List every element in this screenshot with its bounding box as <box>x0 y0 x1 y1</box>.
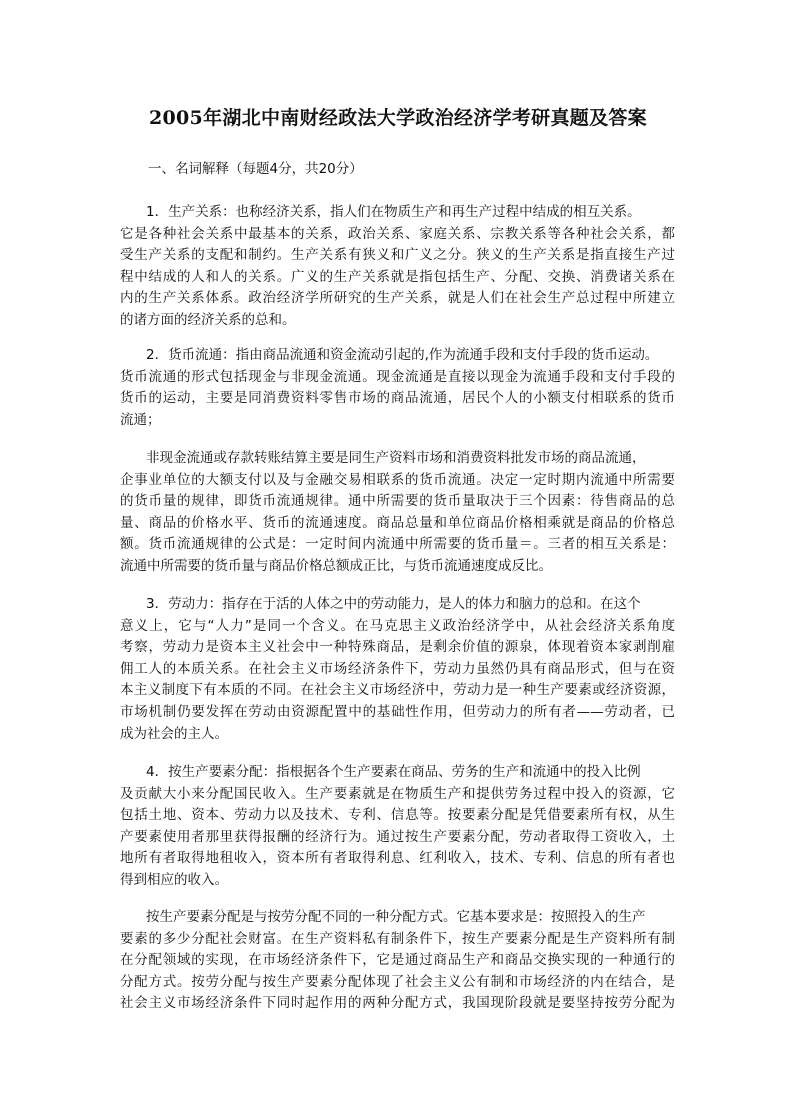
document-title: 2005年湖北中南财经政法大学政治经济学考研真题及答案 <box>149 107 647 129</box>
paragraph-line: 流通中所需要的货币量与商品价格总额成正比，与货币流通速度成反比。 <box>120 557 552 574</box>
paragraph-line: 受生产关系的支配和制约。生产关系有狭义和广义之分。狭义的生产关系是指直接生产过 <box>120 247 675 264</box>
paragraph-line: 非现金流通或存款转账结算主要是同生产资料市场和消费资料批发市场的商品流通， <box>146 450 646 466</box>
paragraph-line: 4．按生产要素分配：指根据各个生产要素在商品、劳务的生产和流通中的投入比例 <box>146 764 641 780</box>
paragraph-line: 考察，劳动力是资本主义社会中一种特殊商品，是剩余价值的源泉，体现着资本家剥削雇 <box>120 639 675 656</box>
paragraph-line: 佣工人的本质关系。在社会主义市场经济条件下，劳动力虽然仍具有商品形式，但与在资 <box>120 660 675 677</box>
paragraph-line: 意义上，它与“人力”是同一个含义。在马克思主义政治经济学中，从社会经济关系角度 <box>120 617 675 634</box>
paragraph-line: 1．生产关系：也称经济关系，指人们在物质生产和再生产过程中结成的相互关系。 <box>146 204 641 220</box>
paragraph-line: 分配方式。按劳分配与按生产要素分配体现了社会主义公有制和市场经济的内在结合，是 <box>120 973 675 990</box>
paragraph-line: 成为社会的主人。 <box>120 725 228 742</box>
paragraph-line: 的货币量的规律，即货币流通规律。通中所需要的货币量取决于三个因素：待售商品的总 <box>120 493 675 510</box>
paragraph-line: 按生产要素分配是与按劳分配不同的一种分配方式。它基本要求是：按照投入的生产 <box>146 909 646 925</box>
paragraph-line: 流通； <box>120 411 161 428</box>
paragraph-line: 它是各种社会关系中最基本的关系，政治关系、家庭关系、宗教关系等各种社会关系，都 <box>120 225 675 242</box>
paragraph-line: 货币的运动，主要是同消费资料零售市场的商品流通，居民个人的小额支付相联系的货币 <box>120 390 675 407</box>
paragraph-line: 包括土地、资本、劳动力以及技术、专利、信息等。按要素分配是凭借要素所有权，从生 <box>120 807 675 824</box>
paragraph-line: 在分配领域的实现，在市场经济条件下，它是通过商品生产和商品交换实现的一种通行的 <box>120 952 675 969</box>
paragraph-line: 市场机制仍要发挥在劳动由资源配置中的基础性作用，但劳动力的所有者——劳动者，已 <box>120 703 675 720</box>
paragraph-4 <box>120 594 675 745</box>
section-heading: 一、名词解释（每题4分，共20分） <box>148 161 363 177</box>
paragraph-1 <box>120 202 675 332</box>
paragraph-2 <box>120 345 675 431</box>
paragraph-6 <box>120 907 675 1015</box>
paragraph-line: 内的生产关系体系。政治经济学所研究的生产关系，就是人们在社会生产总过程中所建立 <box>120 290 675 307</box>
paragraph-3 <box>120 448 675 578</box>
paragraph-line: 得到相应的收入。 <box>120 871 228 888</box>
paragraph-line: 量、商品的价格水平、货币的流通速度。商品总量和单位商品价格相乘就是商品的价格总 <box>120 514 675 531</box>
paragraph-line: 企事业单位的大额支付以及与金融交易相联系的货币流通。决定一定时期内流通中所需要 <box>120 471 675 488</box>
paragraph-line: 要素的多少分配社会财富。在生产资料私有制条件下，按生产要素分配是生产资料所有制 <box>120 930 675 947</box>
paragraph-line: 2．货币流通：指由商品流通和资金流动引起的,作为流通手段和支付手段的货币运动。 <box>146 347 659 363</box>
paragraph-line: 的诸方面的经济关系的总和。 <box>120 311 296 328</box>
paragraph-line: 社会主义市场经济条件下同时起作用的两种分配方式，我国现阶段就是要坚持按劳分配为 <box>120 995 675 1012</box>
paragraph-line: 程中结成的人和人的关系。广义的生产关系就是指包括生产、分配、交换、消费诸关系在 <box>120 268 675 285</box>
paragraph-line: 产要素使用者那里获得报酬的经济行为。通过按生产要素分配，劳动者取得工资收入，土 <box>120 828 675 845</box>
paragraph-line: 及贡献大小来分配国民收入。生产要素就是在物质生产和提供劳务过程中投入的资源，它 <box>120 785 675 802</box>
paragraph-line: 3．劳动力：指存在于活的人体之中的劳动能力，是人的体力和脑力的总和。在这个 <box>146 596 641 612</box>
paragraph-line: 本主义制度下有本质的不同。在社会主义市场经济中，劳动力是一种生产要素或经济资源， <box>120 682 675 699</box>
paragraph-line: 额。货币流通规律的公式是：一定时间内流通中所需要的货币量＝。三者的相互关系是： <box>120 536 675 553</box>
paragraph-5 <box>120 762 675 892</box>
paragraph-line: 货币流通的形式包括现金与非现金流通。现金流通是直接以现金为流通手段和支付手段的 <box>120 368 675 385</box>
paragraph-line: 地所有者取得地租收入，资本所有者取得利息、红利收入，技术、专利、信息的所有者也 <box>120 850 675 867</box>
